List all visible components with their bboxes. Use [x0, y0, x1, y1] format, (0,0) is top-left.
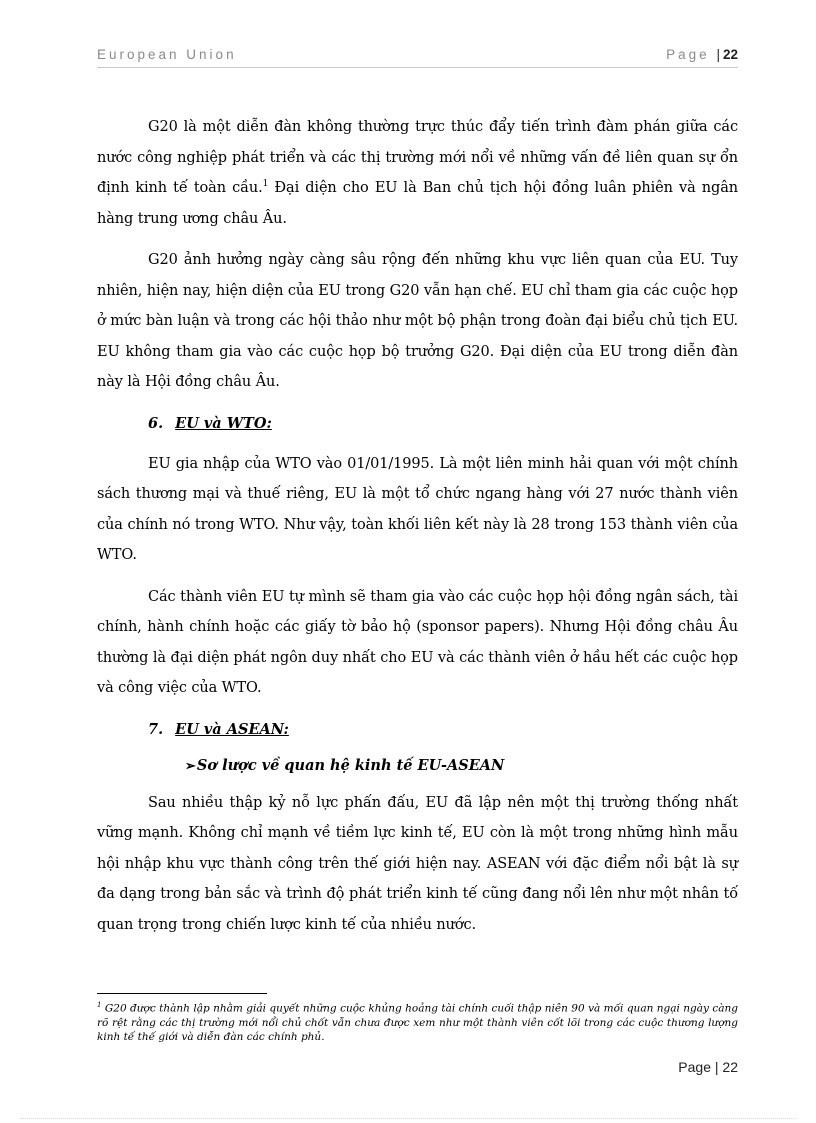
footnote [97, 998, 738, 1044]
section-heading-eu-asean [148, 715, 738, 745]
footer-page-label: Page [678, 1059, 711, 1075]
subheading-text: Sơ lược về quan hệ kinh tế EU-ASEAN [196, 756, 505, 774]
section-number: 7. [148, 720, 164, 738]
paragraph-g20-intro: G20 là một diễn đàn không thường trực thúc đẩy tiến trình đàm phán giữa các nước công nghiệp phát triển và các thị trường mới nổi về những vấn đề liên quan sự ổn định kinh tế toàn cầu.$^1$ Đại diện cho EU là Ban chủ tịch hội đồng luân phiên và ngân hàng trung ương châu Âu. [97, 119, 738, 227]
paragraph-eu-asean: Sau nhiều thập kỷ nỗ lực phấn đấu, EU đã lập nên một thị trường thống nhất vững mạnh. Không chỉ mạnh về tiềm lực kinh tế, EU còn là một trong những hình mẫu hội nhập khu vực thành công trên thế giới hiện nay. ASEAN với đặc điểm nổi bật là sự đa dạng trong bản sắc và trình độ phát triển kinh tế cũng đang nổi lên như một nhân tố quan trọng trong chiến lược kinh tế của nhiều nước. [97, 794, 738, 933]
header-title: European Union [97, 47, 237, 62]
footnote-reference[interactable]: 1 [262, 179, 269, 190]
section-title: EU và ASEAN: [175, 720, 289, 738]
footer-page-number: 22 [722, 1059, 738, 1075]
document-body [97, 112, 738, 951]
footnote-text: G20 được thành lập nhằm giải quyết những cuộc khủng hoảng tài chính cuối thập niên 90 và mối quan ngại ngày càng rõ rệt rằng các thị trường mới nổi chủ chốt vẫn chưa được xem như một thành viên cốt lõi trong các cuộc thương lượng kinh tế thế giới và diễn đàn các chính phủ. [97, 1002, 738, 1043]
footnote-separator [97, 993, 267, 994]
header-page-indicator [666, 47, 738, 62]
header-separator: | [716, 47, 720, 62]
paragraph-wto-membership: EU gia nhập của WTO vào 01/01/1995. Là một liên minh hải quan với một chính sách thương mại và thuế riêng, EU là một tổ chức ngang hàng với 27 nước thành viên của chính nó trong WTO. Như vậy, toàn khối liên kết này là 28 trong 153 thành viên của WTO. [97, 455, 738, 563]
paragraph-g20-influence: G20 ảnh hưởng ngày càng sâu rộng đến những khu vực liên quan của EU. Tuy nhiên, hiện nay, hiện diện của EU trong G20 vẫn hạn chế. EU chỉ tham gia các cuộc họp ở mức bàn luận và trong các hội thảo như một bộ phận trong đoàn đại biểu chủ tịch EU. EU không tham gia vào các cuộc họp bộ trưởng G20. Đại diện của EU trong diễn đàn này là Hội đồng châu Âu. [97, 252, 738, 390]
section-title: EU và WTO: [175, 414, 272, 432]
header-page-label: Page [666, 47, 710, 62]
header-page-number: 22 [722, 47, 738, 62]
page-header [97, 47, 738, 68]
section-heading-eu-wto [148, 409, 738, 439]
footer-separator: | [714, 1059, 719, 1075]
paragraph-wto-participation: Các thành viên EU tự mình sẽ tham gia vào các cuộc họp hội đồng ngân sách, tài chính, hành chính hoặc các giấy tờ bảo hộ (sponsor papers). Nhưng Hội đồng châu Âu thường là đại diện phát ngôn duy nhất cho EU và các thành viên ở hầu hết các cuộc họp và công việc của WTO. [97, 588, 738, 696]
page-footer [678, 1059, 738, 1075]
arrow-bullet-icon: ➢ [185, 758, 196, 774]
subheading-eu-asean-overview [185, 751, 738, 782]
section-number: 6. [148, 414, 164, 432]
page-boundary-divider [20, 1118, 796, 1119]
footnote-marker: 1 [97, 1001, 102, 1009]
